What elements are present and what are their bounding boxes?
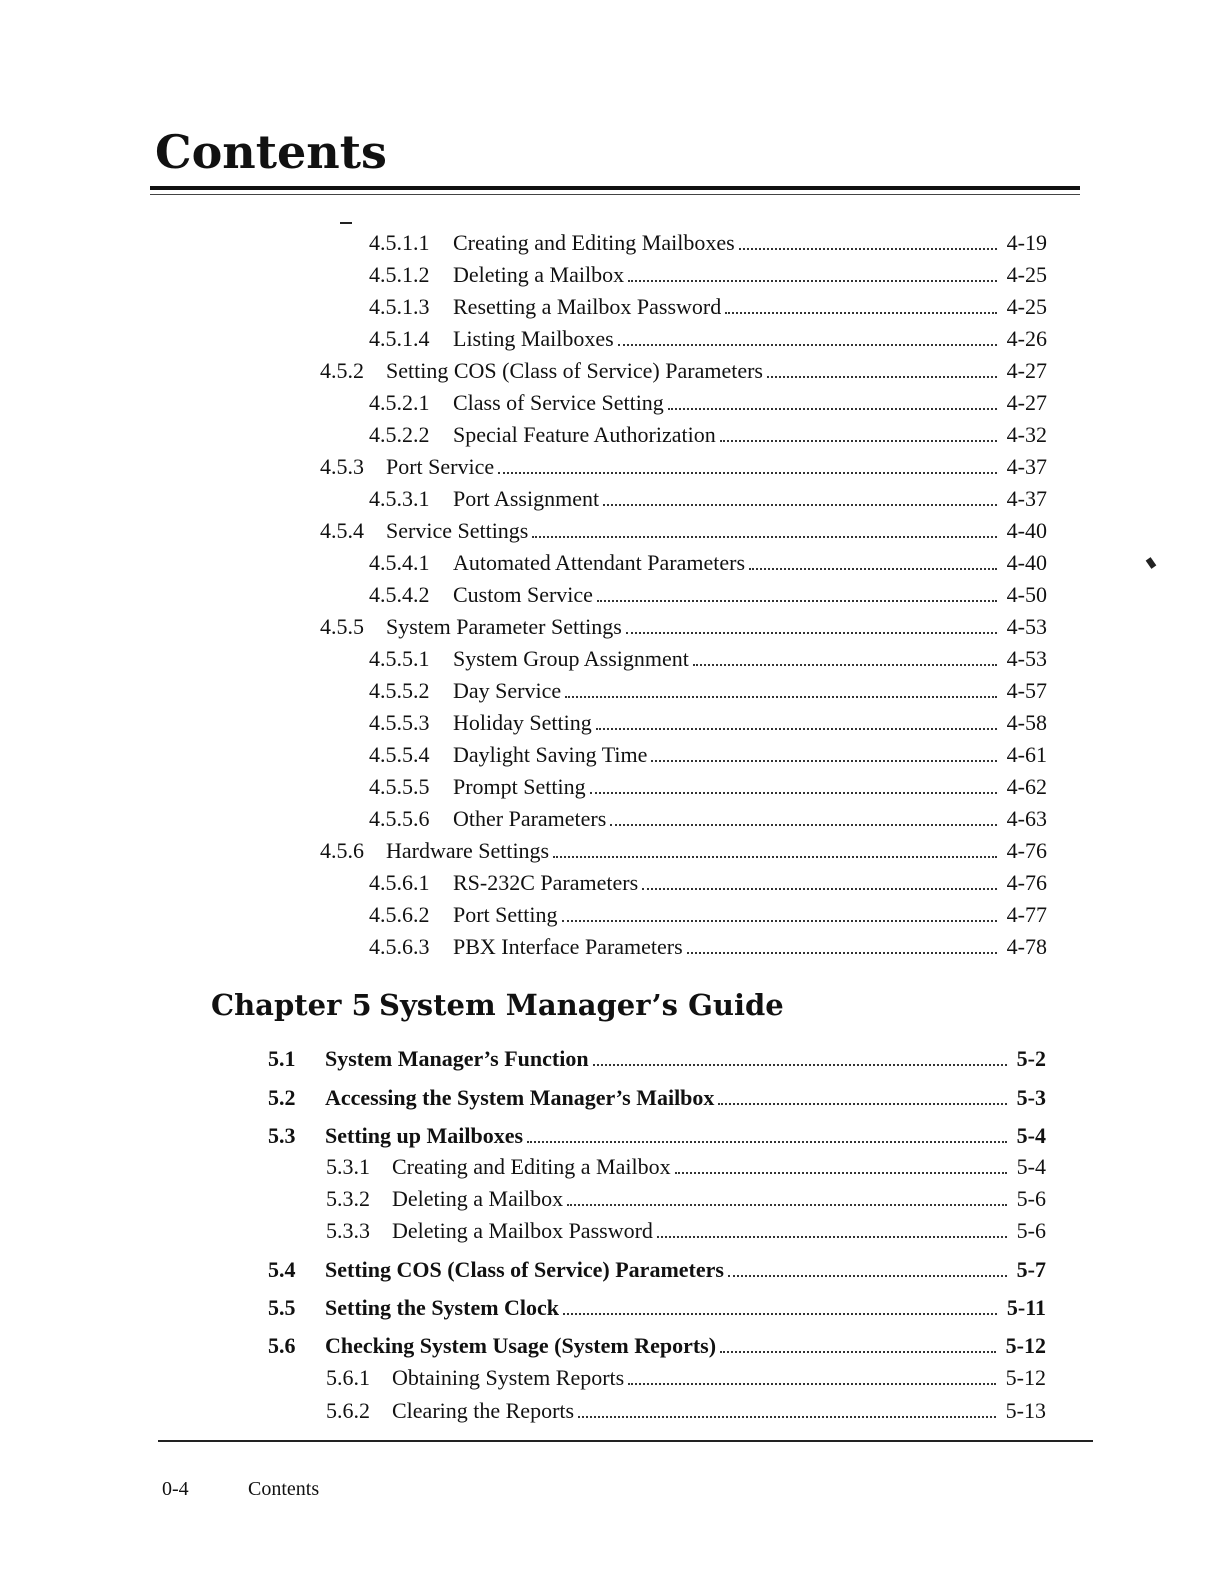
chapter-title: System Manager’s Guide xyxy=(379,988,784,1022)
toc-entry-title: Port Service xyxy=(386,454,495,479)
toc-entry-page: 4-63 xyxy=(1006,806,1047,831)
toc-entry[interactable] xyxy=(369,258,1047,289)
toc-entry[interactable] xyxy=(369,674,1047,705)
footer-section-title: Contents xyxy=(248,1478,320,1500)
toc-entry-page: 4-61 xyxy=(1006,742,1047,767)
toc-entry-title: Checking System Usage (System Reports) xyxy=(325,1333,717,1358)
footer-page-number: 0-4 xyxy=(162,1478,189,1500)
toc-entry[interactable] xyxy=(320,834,1047,865)
toc-entry-number: 5.2 xyxy=(268,1085,296,1110)
toc-entry-page: 5-13 xyxy=(1005,1398,1046,1423)
dot-leader xyxy=(618,322,997,346)
dot-leader xyxy=(590,770,997,794)
toc-entry-title: PBX Interface Parameters xyxy=(453,934,683,959)
toc-entry[interactable] xyxy=(369,802,1047,833)
toc-entry[interactable] xyxy=(369,290,1047,321)
dot-leader xyxy=(693,642,997,666)
toc-entry[interactable] xyxy=(268,1253,1046,1284)
toc-entry-number: 4.5.4.2 xyxy=(369,582,430,607)
toc-entry-title: Obtaining System Reports xyxy=(392,1365,625,1390)
toc-entry[interactable] xyxy=(369,226,1047,257)
toc-entry[interactable] xyxy=(369,546,1047,577)
dot-leader xyxy=(532,514,996,538)
toc-entry-number: 4.5.1.1 xyxy=(369,230,430,255)
toc-entry-number: 4.5.3 xyxy=(320,454,364,479)
toc-entry-number: 5.6.2 xyxy=(326,1398,370,1423)
toc-entry-title: Creating and Editing a Mailbox xyxy=(392,1154,671,1179)
toc-entry-page: 5-6 xyxy=(1016,1186,1046,1211)
toc-entry-title: Setting up Mailboxes xyxy=(325,1123,524,1148)
chapter-label: Chapter 5 xyxy=(211,988,372,1022)
toc-entry-title: Resetting a Mailbox Password xyxy=(453,294,722,319)
toc-entry-page: 5-3 xyxy=(1016,1085,1046,1110)
toc-entry-number: 4.5.6 xyxy=(320,838,364,863)
toc-entry-title: Special Feature Authorization xyxy=(453,422,716,447)
dot-leader xyxy=(767,354,997,378)
toc-entry-page: 5-2 xyxy=(1016,1046,1046,1071)
toc-entry-title: Day Service xyxy=(453,678,562,703)
dot-leader xyxy=(563,1291,997,1315)
dot-leader xyxy=(553,834,997,858)
toc-entry-page: 5-7 xyxy=(1016,1257,1046,1282)
toc-entry-title: Prompt Setting xyxy=(453,774,586,799)
toc-entry-page: 4-37 xyxy=(1006,454,1047,479)
scan-stray-mark xyxy=(1146,557,1157,569)
toc-entry-page: 4-50 xyxy=(1006,582,1047,607)
dot-leader xyxy=(739,226,997,250)
toc-entry-number: 4.5.4 xyxy=(320,518,364,543)
toc-entry-page: 4-57 xyxy=(1006,678,1047,703)
toc-entry-title: Hardware Settings xyxy=(386,838,550,863)
toc-entry-title: Class of Service Setting xyxy=(453,390,664,415)
toc-entry-page: 4-27 xyxy=(1006,390,1047,415)
toc-entry-number: 4.5.6.1 xyxy=(369,870,430,895)
toc-entry-title: Custom Service xyxy=(453,582,593,607)
toc-entry-title: Deleting a Mailbox Password xyxy=(392,1218,653,1243)
dot-leader xyxy=(593,1042,1007,1066)
toc-entry-page: 5-12 xyxy=(1005,1333,1046,1358)
dot-leader xyxy=(562,898,997,922)
dot-leader xyxy=(642,866,997,890)
toc-entry-page: 4-53 xyxy=(1006,646,1047,671)
toc-entry-number: 4.5.2 xyxy=(320,358,364,383)
toc-entry-title: Port Assignment xyxy=(453,486,600,511)
toc-entry[interactable] xyxy=(369,386,1047,417)
toc-entry[interactable] xyxy=(369,418,1047,449)
toc-entry[interactable] xyxy=(326,1361,1046,1392)
toc-entry-number: 5.3 xyxy=(268,1123,296,1148)
dot-leader xyxy=(687,930,997,954)
toc-entry-number: 4.5.5.5 xyxy=(369,774,430,799)
scan-dash-mark xyxy=(340,222,352,224)
toc-entry-title: Clearing the Reports xyxy=(392,1398,575,1423)
dot-leader xyxy=(610,802,996,826)
dot-leader xyxy=(527,1119,1007,1143)
toc-entry[interactable] xyxy=(326,1394,1046,1425)
toc-entry[interactable] xyxy=(369,930,1047,961)
toc-entry-page: 4-19 xyxy=(1006,230,1047,255)
toc-entry-title: Daylight Saving Time xyxy=(453,742,648,767)
toc-entry-page: 4-27 xyxy=(1006,358,1047,383)
toc-entry[interactable] xyxy=(268,1119,1046,1150)
toc-entry-title: System Parameter Settings xyxy=(386,614,622,639)
dot-leader xyxy=(578,1394,996,1418)
dot-leader xyxy=(668,386,997,410)
dot-leader xyxy=(603,482,997,506)
toc-entry-title: Deleting a Mailbox xyxy=(392,1186,564,1211)
toc-entry[interactable] xyxy=(268,1081,1046,1112)
toc-entry[interactable] xyxy=(320,514,1047,545)
toc-entry-page: 4-58 xyxy=(1006,710,1047,735)
toc-entry[interactable] xyxy=(268,1042,1046,1073)
dot-leader xyxy=(628,1361,995,1385)
toc-entry-page: 4-77 xyxy=(1006,902,1047,927)
toc-entry-page: 4-26 xyxy=(1006,326,1047,351)
dot-leader xyxy=(565,674,997,698)
toc-entry-number: 4.5.2.2 xyxy=(369,422,430,447)
toc-entry[interactable] xyxy=(320,450,1047,481)
dot-leader xyxy=(596,706,997,730)
toc-entry-page: 4-32 xyxy=(1006,422,1047,447)
dot-leader xyxy=(675,1150,1007,1174)
toc-entry-number: 4.5.1.4 xyxy=(369,326,430,351)
dot-leader xyxy=(651,738,996,762)
toc-entry-title: Holiday Setting xyxy=(453,710,592,735)
toc-entry[interactable] xyxy=(326,1150,1046,1181)
toc-entry-number: 5.3.1 xyxy=(326,1154,370,1179)
header-rule-thick xyxy=(150,186,1080,190)
toc-entry-number: 4.5.5.1 xyxy=(369,646,430,671)
dot-leader xyxy=(725,290,996,314)
toc-entry[interactable] xyxy=(268,1291,1046,1322)
toc-entry-number: 5.4 xyxy=(268,1257,296,1282)
dot-leader xyxy=(718,1081,1006,1105)
toc-entry-title: Setting the System Clock xyxy=(325,1295,560,1320)
toc-entry[interactable] xyxy=(369,706,1047,737)
toc-entry-number: 5.1 xyxy=(268,1046,296,1071)
toc-entry-number: 4.5.1.3 xyxy=(369,294,430,319)
toc-entry-title: Service Settings xyxy=(386,518,529,543)
toc-entry-title: System Manager’s Function xyxy=(325,1046,589,1071)
toc-entry[interactable] xyxy=(369,770,1047,801)
toc-entry[interactable] xyxy=(369,642,1047,673)
toc-entry-number: 5.3.2 xyxy=(326,1186,370,1211)
toc-entry-page: 4-78 xyxy=(1006,934,1047,959)
dot-leader xyxy=(720,418,997,442)
toc-entry-title: Setting COS (Class of Service) Parameters xyxy=(386,358,763,383)
toc-entry-page: 4-76 xyxy=(1006,838,1047,863)
toc-entry-title: Other Parameters xyxy=(453,806,607,831)
toc-entry-number: 4.5.6.2 xyxy=(369,902,430,927)
toc-entry-page: 5-6 xyxy=(1016,1218,1046,1243)
toc-entry[interactable] xyxy=(320,610,1047,641)
toc-entry[interactable] xyxy=(369,578,1047,609)
toc-entry-title: Accessing the System Manager’s Mailbox xyxy=(325,1085,715,1110)
toc-entry-page: 4-25 xyxy=(1006,294,1047,319)
toc-entry[interactable] xyxy=(369,322,1047,353)
dot-leader xyxy=(728,1253,1007,1277)
toc-entry-page: 5-12 xyxy=(1005,1365,1046,1390)
toc-entry-page: 4-25 xyxy=(1006,262,1047,287)
toc-entry-number: 4.5.4.1 xyxy=(369,550,430,575)
toc-entry[interactable] xyxy=(320,354,1047,385)
toc-entry-page: 5-11 xyxy=(1006,1295,1046,1320)
toc-entry-number: 5.3.3 xyxy=(326,1218,370,1243)
toc-entry-page: 4-40 xyxy=(1006,518,1047,543)
toc-entry[interactable] xyxy=(326,1214,1046,1245)
toc-entry-title: System Group Assignment xyxy=(453,646,689,671)
toc-entry[interactable] xyxy=(369,898,1047,929)
toc-entry-title: RS-232C Parameters xyxy=(453,870,639,895)
dot-leader xyxy=(626,610,997,634)
header-rule-thin xyxy=(150,194,1080,195)
toc-entry-page: 4-62 xyxy=(1006,774,1047,799)
toc-entry[interactable] xyxy=(268,1329,1046,1360)
toc-entry-title: Automated Attendant Parameters xyxy=(453,550,746,575)
toc-entry-page: 4-53 xyxy=(1006,614,1047,639)
chapter-heading xyxy=(211,985,784,1025)
toc-entry[interactable] xyxy=(369,866,1047,897)
dot-leader xyxy=(657,1214,1007,1238)
toc-entry[interactable] xyxy=(369,738,1047,769)
toc-entry-title: Port Setting xyxy=(453,902,558,927)
toc-entry-number: 4.5.5.3 xyxy=(369,710,430,735)
toc-entry-number: 4.5.5 xyxy=(320,614,364,639)
dot-leader xyxy=(720,1329,996,1353)
dot-leader xyxy=(567,1182,1007,1206)
toc-entry-title: Setting COS (Class of Service) Parameters xyxy=(325,1257,724,1282)
toc-entry[interactable] xyxy=(326,1182,1046,1213)
toc-entry-number: 4.5.5.4 xyxy=(369,742,430,767)
toc-entry-number: 5.5 xyxy=(268,1295,296,1320)
dot-leader xyxy=(749,546,997,570)
toc-entry-title: Listing Mailboxes xyxy=(453,326,614,351)
toc-entry-number: 4.5.6.3 xyxy=(369,934,430,959)
toc-entry-title: Deleting a Mailbox xyxy=(453,262,625,287)
toc-entry-page: 5-4 xyxy=(1016,1154,1046,1179)
toc-entry-number: 4.5.5.2 xyxy=(369,678,430,703)
toc-entry-page: 4-76 xyxy=(1006,870,1047,895)
toc-entry-page: 4-40 xyxy=(1006,550,1047,575)
toc-entry-page: 5-4 xyxy=(1016,1123,1046,1148)
footer-rule xyxy=(158,1440,1093,1442)
dot-leader xyxy=(628,258,997,282)
toc-entry-number: 4.5.1.2 xyxy=(369,262,430,287)
toc-entry-number: 5.6 xyxy=(268,1333,296,1358)
toc-entry-number: 4.5.2.1 xyxy=(369,390,430,415)
toc-entry-title: Creating and Editing Mailboxes xyxy=(453,230,735,255)
toc-entry-number: 5.6.1 xyxy=(326,1365,370,1390)
toc-entry-page: 4-37 xyxy=(1006,486,1047,511)
page-title: Contents xyxy=(155,125,387,179)
dot-leader xyxy=(498,450,997,474)
toc-entry-number: 4.5.3.1 xyxy=(369,486,430,511)
dot-leader xyxy=(597,578,997,602)
toc-entry-number: 4.5.5.6 xyxy=(369,806,430,831)
toc-entry[interactable] xyxy=(369,482,1047,513)
